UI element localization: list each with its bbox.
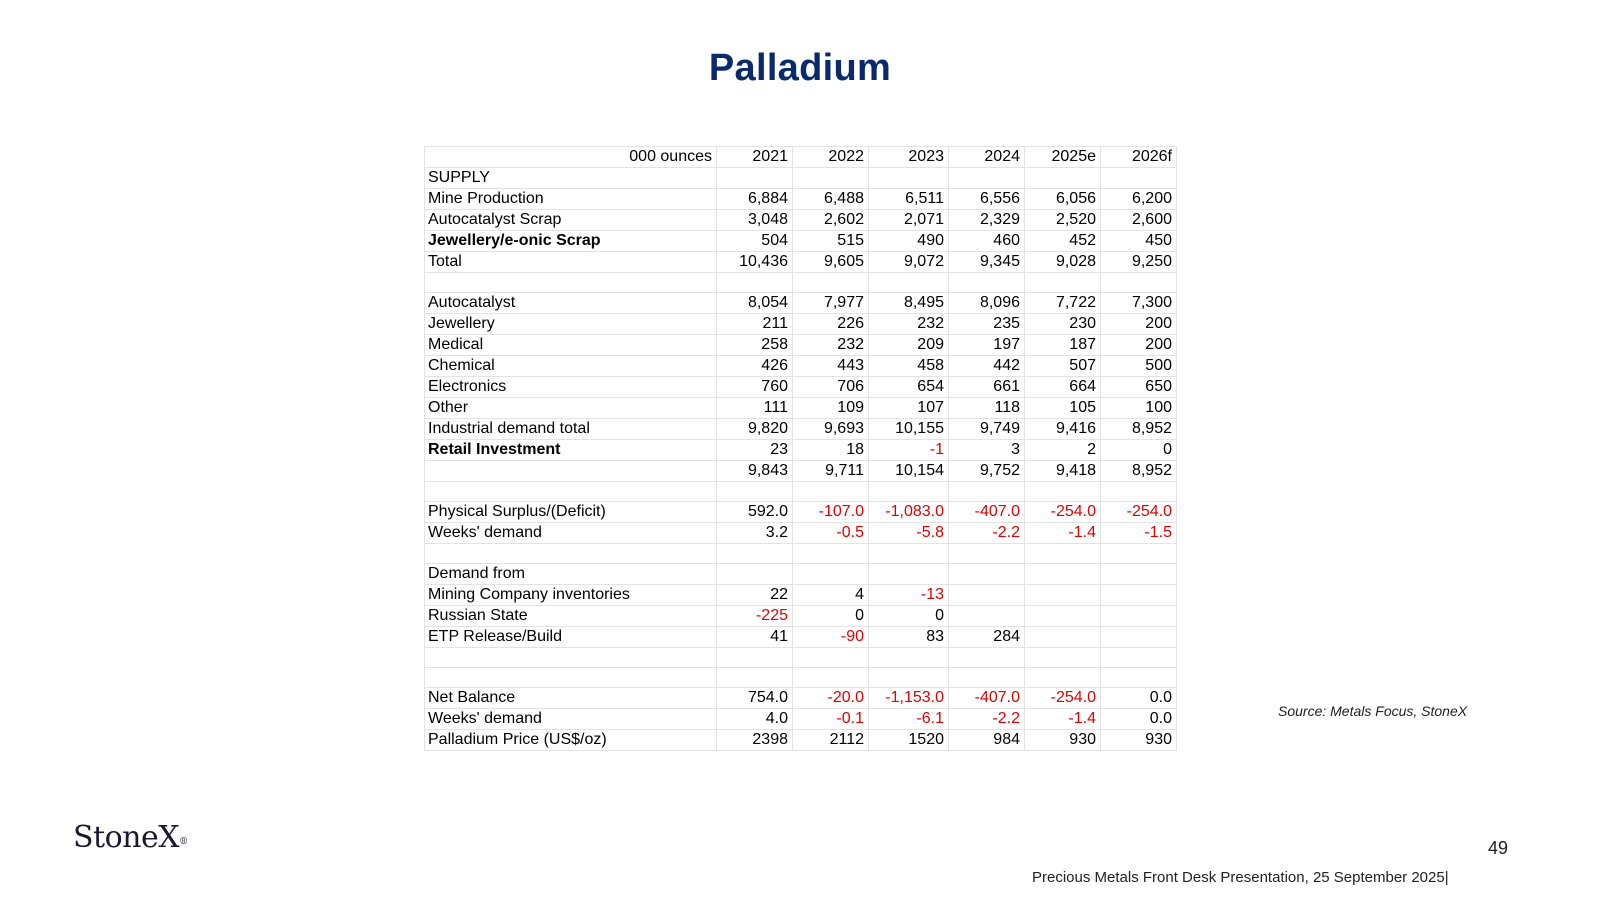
table-cell: 232 <box>869 314 949 335</box>
table-cell: -2.2 <box>949 523 1025 544</box>
row-label <box>425 273 717 293</box>
table-cell: 226 <box>793 314 869 335</box>
slide-title: Palladium <box>708 47 892 89</box>
table-cell: -13 <box>869 585 949 606</box>
table-row <box>425 482 1177 502</box>
table-cell: 452 <box>1025 231 1101 252</box>
table-cell: 8,952 <box>1101 419 1177 440</box>
table-cell: 515 <box>793 231 869 252</box>
row-label: Electronics <box>425 377 717 398</box>
table-cell: -0.1 <box>793 709 869 730</box>
table-row <box>425 440 1177 461</box>
table-cell <box>717 273 793 293</box>
table-cell: 8,096 <box>949 293 1025 314</box>
table-cell: 9,820 <box>717 419 793 440</box>
table-row <box>425 688 1177 709</box>
row-label: Mining Company inventories <box>425 585 717 606</box>
table-cell <box>949 648 1025 668</box>
row-label: Weeks' demand <box>425 523 717 544</box>
table-cell: 284 <box>949 627 1025 648</box>
table-cell: 105 <box>1025 398 1101 419</box>
table-cell <box>793 648 869 668</box>
row-label <box>425 461 717 482</box>
table-row <box>425 335 1177 356</box>
table-cell <box>1025 668 1101 688</box>
table-cell: 458 <box>869 356 949 377</box>
table-cell <box>1025 585 1101 606</box>
table-cell: 500 <box>1101 356 1177 377</box>
table-cell <box>1101 544 1177 564</box>
table-cell <box>1101 168 1177 189</box>
table-cell: -254.0 <box>1025 502 1101 523</box>
table-cell <box>949 564 1025 585</box>
table-row <box>425 564 1177 585</box>
table-cell: 460 <box>949 231 1025 252</box>
table-cell: 9,028 <box>1025 252 1101 273</box>
table-cell: 760 <box>717 377 793 398</box>
row-label: Russian State <box>425 606 717 627</box>
table-cell: 83 <box>869 627 949 648</box>
row-label <box>425 668 717 688</box>
row-label: Demand from <box>425 564 717 585</box>
supply-demand-table <box>424 146 1177 751</box>
table-cell: 10,155 <box>869 419 949 440</box>
table-cell: 2,071 <box>869 210 949 231</box>
table-cell: 9,752 <box>949 461 1025 482</box>
table-cell <box>949 585 1025 606</box>
table-row <box>425 544 1177 564</box>
table-cell: 9,711 <box>793 461 869 482</box>
table-cell <box>1025 648 1101 668</box>
table-cell: 6,884 <box>717 189 793 210</box>
table-cell: -2.2 <box>949 709 1025 730</box>
table-cell: 930 <box>1025 730 1101 751</box>
table-cell: 0 <box>1101 440 1177 461</box>
year-header: 2023 <box>869 147 949 168</box>
row-label: Mine Production <box>425 189 717 210</box>
table-cell <box>949 482 1025 502</box>
table-cell <box>717 482 793 502</box>
table-cell: 443 <box>793 356 869 377</box>
table-cell: 3.2 <box>717 523 793 544</box>
table-row <box>425 606 1177 627</box>
table-cell: -225 <box>717 606 793 627</box>
table-cell: 18 <box>793 440 869 461</box>
row-label: Autocatalyst Scrap <box>425 210 717 231</box>
registered-mark: ® <box>179 837 188 847</box>
table-cell: 664 <box>1025 377 1101 398</box>
table-cell: 100 <box>1101 398 1177 419</box>
table-cell: 6,200 <box>1101 189 1177 210</box>
table-cell: -1,153.0 <box>869 688 949 709</box>
table-row <box>425 189 1177 210</box>
table-cell: -20.0 <box>793 688 869 709</box>
table-cell <box>793 168 869 189</box>
table-cell: 2,600 <box>1101 210 1177 231</box>
table-cell <box>1025 627 1101 648</box>
table-cell: 235 <box>949 314 1025 335</box>
table-header-row <box>425 147 1177 168</box>
table-cell: 2,602 <box>793 210 869 231</box>
table-cell <box>1101 273 1177 293</box>
table-cell: -1.4 <box>1025 709 1101 730</box>
table-cell: -90 <box>793 627 869 648</box>
table-row <box>425 168 1177 189</box>
table-cell <box>869 564 949 585</box>
table-cell: -1.5 <box>1101 523 1177 544</box>
table-cell: 2,329 <box>949 210 1025 231</box>
row-label <box>425 648 717 668</box>
table-cell: 10,154 <box>869 461 949 482</box>
table-cell <box>949 168 1025 189</box>
table-cell: 8,495 <box>869 293 949 314</box>
table-cell <box>869 544 949 564</box>
table-cell: 2398 <box>717 730 793 751</box>
table-cell <box>949 273 1025 293</box>
table-cell: 9,416 <box>1025 419 1101 440</box>
table-cell: 197 <box>949 335 1025 356</box>
table-cell: 10,436 <box>717 252 793 273</box>
row-label <box>425 482 717 502</box>
row-label: Net Balance <box>425 688 717 709</box>
table-cell: 504 <box>717 231 793 252</box>
row-label: ETP Release/Build <box>425 627 717 648</box>
table-cell: 230 <box>1025 314 1101 335</box>
table-cell: -254.0 <box>1025 688 1101 709</box>
table-row <box>425 730 1177 751</box>
table-row <box>425 356 1177 377</box>
table-cell <box>717 564 793 585</box>
table-row <box>425 502 1177 523</box>
table-row <box>425 252 1177 273</box>
table-cell: 9,250 <box>1101 252 1177 273</box>
table-row <box>425 398 1177 419</box>
table-cell: 200 <box>1101 314 1177 335</box>
table-cell: 9,072 <box>869 252 949 273</box>
year-header: 2021 <box>717 147 793 168</box>
row-label <box>425 544 717 564</box>
table-row <box>425 627 1177 648</box>
row-label: Weeks' demand <box>425 709 717 730</box>
table-cell: -107.0 <box>793 502 869 523</box>
table-row <box>425 273 1177 293</box>
row-label: Jewellery <box>425 314 717 335</box>
table-cell: -1 <box>869 440 949 461</box>
table-cell <box>793 482 869 502</box>
row-label: Industrial demand total <box>425 419 717 440</box>
table-cell: 9,693 <box>793 419 869 440</box>
table-row <box>425 419 1177 440</box>
table-cell: 706 <box>793 377 869 398</box>
table-cell: 442 <box>949 356 1025 377</box>
table-cell <box>949 606 1025 627</box>
table-cell: 107 <box>869 398 949 419</box>
table-cell <box>1101 606 1177 627</box>
footer-text: Precious Metals Front Desk Presentation, 25 September 2025| <box>1032 869 1449 886</box>
table-cell <box>1101 648 1177 668</box>
logo-text: StoneX <box>73 820 180 855</box>
table-cell <box>949 544 1025 564</box>
table-cell: 4.0 <box>717 709 793 730</box>
table-cell: 258 <box>717 335 793 356</box>
table-cell: -407.0 <box>949 688 1025 709</box>
table-cell: 426 <box>717 356 793 377</box>
table-cell: 9,605 <box>793 252 869 273</box>
table-cell: 9,418 <box>1025 461 1101 482</box>
table-cell <box>1025 606 1101 627</box>
table-cell: 9,749 <box>949 419 1025 440</box>
table-cell: -254.0 <box>1101 502 1177 523</box>
table-cell: 0.0 <box>1101 688 1177 709</box>
table-cell <box>869 648 949 668</box>
table-cell: 22 <box>717 585 793 606</box>
table-cell: -407.0 <box>949 502 1025 523</box>
table-cell <box>793 544 869 564</box>
table-cell: 111 <box>717 398 793 419</box>
row-label: Physical Surplus/(Deficit) <box>425 502 717 523</box>
table-cell: 211 <box>717 314 793 335</box>
table-row <box>425 461 1177 482</box>
table-cell: 1520 <box>869 730 949 751</box>
table-cell: 930 <box>1101 730 1177 751</box>
stonex-logo <box>73 820 188 856</box>
row-label: Other <box>425 398 717 419</box>
table-cell: 9,843 <box>717 461 793 482</box>
row-label: Palladium Price (US$/oz) <box>425 730 717 751</box>
table-cell <box>1101 627 1177 648</box>
table-cell <box>793 668 869 688</box>
table-cell: 187 <box>1025 335 1101 356</box>
table-cell: 450 <box>1101 231 1177 252</box>
table-cell: 109 <box>793 398 869 419</box>
table-cell: 3,048 <box>717 210 793 231</box>
row-label: Autocatalyst <box>425 293 717 314</box>
table-cell: -1.4 <box>1025 523 1101 544</box>
table-cell <box>717 648 793 668</box>
table-row <box>425 231 1177 252</box>
table-cell: 2112 <box>793 730 869 751</box>
table-row <box>425 585 1177 606</box>
table-cell: 118 <box>949 398 1025 419</box>
table-cell: 0 <box>869 606 949 627</box>
table-cell: 7,722 <box>1025 293 1101 314</box>
table-cell: 7,300 <box>1101 293 1177 314</box>
table-cell: -5.8 <box>869 523 949 544</box>
table-cell <box>949 668 1025 688</box>
table-cell: 6,556 <box>949 189 1025 210</box>
table-cell: 41 <box>717 627 793 648</box>
table-cell: 3 <box>949 440 1025 461</box>
table-row <box>425 648 1177 668</box>
table-row <box>425 668 1177 688</box>
table-cell: 6,056 <box>1025 189 1101 210</box>
table-cell <box>869 168 949 189</box>
table-cell <box>869 668 949 688</box>
table-row <box>425 523 1177 544</box>
table-cell <box>717 168 793 189</box>
table-cell: 8,054 <box>717 293 793 314</box>
year-header: 2026f <box>1101 147 1177 168</box>
table-cell: 2,520 <box>1025 210 1101 231</box>
row-label: SUPPLY <box>425 168 717 189</box>
table-cell <box>1025 564 1101 585</box>
row-label: Chemical <box>425 356 717 377</box>
table-cell: 7,977 <box>793 293 869 314</box>
page-number: 49 <box>1488 838 1509 858</box>
table-row <box>425 377 1177 398</box>
table-cell: 661 <box>949 377 1025 398</box>
table-cell: -1,083.0 <box>869 502 949 523</box>
table-row <box>425 709 1177 730</box>
table-cell <box>869 273 949 293</box>
year-header: 2022 <box>793 147 869 168</box>
units-header: 000 ounces <box>425 147 717 168</box>
table-cell: 650 <box>1101 377 1177 398</box>
table-row <box>425 210 1177 231</box>
row-label: Medical <box>425 335 717 356</box>
table-cell: 4 <box>793 585 869 606</box>
table-cell <box>1025 482 1101 502</box>
row-label: Jewellery/e-onic Scrap <box>425 231 717 252</box>
table-cell: 507 <box>1025 356 1101 377</box>
table-row <box>425 314 1177 335</box>
table-cell: 0.0 <box>1101 709 1177 730</box>
table-cell <box>1025 544 1101 564</box>
source-note: Source: Metals Focus, StoneX <box>1278 703 1468 719</box>
table-cell: 490 <box>869 231 949 252</box>
table-cell: -6.1 <box>869 709 949 730</box>
table-cell <box>1101 482 1177 502</box>
table-cell: 0 <box>793 606 869 627</box>
table-cell <box>717 668 793 688</box>
table-cell: 2 <box>1025 440 1101 461</box>
row-label: Total <box>425 252 717 273</box>
table-cell <box>1101 564 1177 585</box>
table-cell: 6,511 <box>869 189 949 210</box>
table-cell: -0.5 <box>793 523 869 544</box>
table-cell <box>1101 668 1177 688</box>
table-body <box>425 147 1177 751</box>
table-cell <box>1101 585 1177 606</box>
year-header: 2024 <box>949 147 1025 168</box>
table-cell <box>869 482 949 502</box>
table-cell: 592.0 <box>717 502 793 523</box>
table-cell: 9,345 <box>949 252 1025 273</box>
table-cell <box>793 273 869 293</box>
table-cell <box>717 544 793 564</box>
table-cell: 984 <box>949 730 1025 751</box>
table-cell: 6,488 <box>793 189 869 210</box>
row-label: Retail Investment <box>425 440 717 461</box>
table-cell <box>1025 273 1101 293</box>
table-cell: 654 <box>869 377 949 398</box>
table-cell <box>793 564 869 585</box>
table-cell: 232 <box>793 335 869 356</box>
table-cell: 200 <box>1101 335 1177 356</box>
table-cell: 8,952 <box>1101 461 1177 482</box>
table-cell: 754.0 <box>717 688 793 709</box>
year-header: 2025e <box>1025 147 1101 168</box>
table-cell: 209 <box>869 335 949 356</box>
table-cell <box>1025 168 1101 189</box>
table-cell: 23 <box>717 440 793 461</box>
table-row <box>425 293 1177 314</box>
